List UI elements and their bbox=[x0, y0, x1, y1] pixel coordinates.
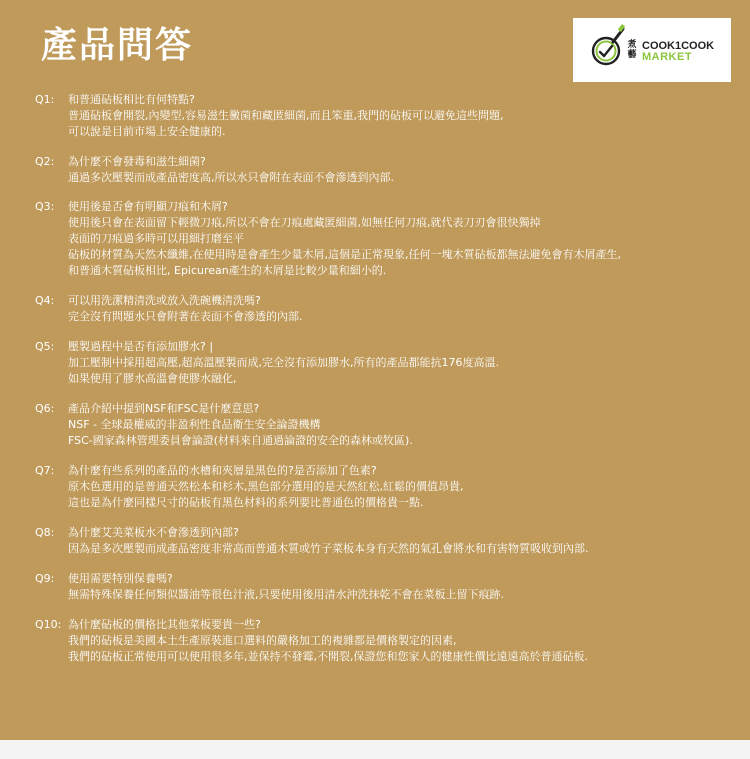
answer-line: 可以說是目前市場上安全健康的. bbox=[68, 125, 226, 138]
answer-line: 因為是多次壓製而成產品密度非常高而普通木質或竹子菜板本身有天然的氣孔會將水和有害物質吸收到內部. bbox=[68, 542, 589, 555]
faq-item-7 bbox=[35, 463, 740, 511]
question-label: Q1: bbox=[35, 93, 55, 106]
question-label: Q8: bbox=[35, 526, 55, 539]
question-label: Q3: bbox=[35, 200, 55, 213]
faq-item-5 bbox=[35, 339, 740, 387]
faq-item-8 bbox=[35, 525, 740, 557]
question-text: 壓製過程中是否有添加膠水? | bbox=[68, 340, 214, 353]
answer-line: 普通砧板會開裂,內變型,容易滋生黴菌和藏匿細菌,而且笨重,我門的砧板可以避免這些問題, bbox=[68, 109, 504, 122]
question-label: Q7: bbox=[35, 464, 55, 477]
answer-line: NSF - 全球最權威的非盈利性食品衛生安全論證機構 bbox=[68, 418, 321, 431]
question-text: 和普通砧板相比有何特點? bbox=[68, 93, 195, 106]
question-text: 為什麼砧板的價格比其他菜板要貴一些? bbox=[68, 618, 261, 631]
answer-line: 如果使用了膠水高溫會使膠水融化, bbox=[68, 372, 237, 385]
question-text: 產品介紹中提到NSF和FSC是什麼意思? bbox=[68, 402, 260, 415]
question-label: Q5: bbox=[35, 340, 55, 353]
answer-line: 無需特殊保養任何類似醬油等很色汁液,只要使用後用清水沖洗抹乾不會在菜板上留下痕跡. bbox=[68, 588, 504, 601]
cooking-pan-icon bbox=[573, 18, 633, 82]
brand-logo[interactable] bbox=[573, 18, 731, 82]
answer-line: 使用後只會在表面留下輕微刀痕,所以不會在刀痕處藏匿細菌,如無任何刀痕,就代表刀刃會很快獨掉 bbox=[68, 216, 541, 229]
question-text: 使用後是否會有明顯刀痕和木屑? bbox=[68, 200, 228, 213]
answer-line: 這也是為什麼同樣尺寸的砧板有黑色材料的系列要比普通色的價格貴一點. bbox=[68, 496, 424, 509]
logo-brand-subtitle: MARKET bbox=[642, 51, 693, 63]
answer-line: FSC-國家森林管理委員會論證(材料來自通過論證的安全的森林或牧區). bbox=[68, 434, 413, 447]
faq-item-2 bbox=[35, 154, 740, 186]
answer-line: 加工壓制中採用超高壓,超高溫壓製而成,完全沒有添加膠水,所有的產品都能抗176度高溫. bbox=[68, 356, 499, 369]
faq-item-9 bbox=[35, 571, 740, 603]
answer-line: 我們的砧板正常使用可以使用很多年,並保持不發霉,不開裂,保證您和您家人的健康性價比遠遠高於普通砧板. bbox=[68, 650, 588, 663]
question-text: 為什麼艾美菜板水不會滲透到內部? bbox=[68, 526, 239, 539]
answer-line: 完全沒有問題水只會附著在表面不會滲透的內部. bbox=[68, 310, 303, 323]
question-text: 使用需要特別保養嗎? bbox=[68, 572, 173, 585]
answer-line: 原木色選用的是普通天然松本和杉木,黑色部分選用的是天然紅松,紅鬆的價值昂貴, bbox=[68, 480, 464, 493]
faq-item-6 bbox=[35, 401, 740, 449]
faq-item-10 bbox=[35, 617, 740, 665]
question-label: Q6: bbox=[35, 402, 55, 415]
question-label: Q10: bbox=[35, 618, 62, 631]
faq-item-4 bbox=[35, 293, 740, 325]
faq-item-1 bbox=[35, 92, 740, 140]
logo-chinese-text: 煮藝 bbox=[627, 40, 637, 60]
question-text: 為什麼有些系列的產品的水槽和夾層是黑色的?是否添加了色素? bbox=[68, 464, 377, 477]
logo-brand-name: COOK1COOK bbox=[642, 40, 715, 52]
answer-line: 表面的刀痕過多時可以用細打磨至平 bbox=[68, 232, 244, 245]
question-label: Q9: bbox=[35, 572, 55, 585]
question-label: Q2: bbox=[35, 155, 55, 168]
answer-line: 砧板的材質為天然木纖維,在使用時是會產生少量木屑,這個是正常現象,任何一塊木質砧板都無法避免會有木屑產生, bbox=[68, 248, 621, 261]
answer-line: 通過多次壓製而成產品密度高,所以水只會附在表面不會滲透到內部. bbox=[68, 171, 394, 184]
question-text: 可以用洗潔精清洗或放入洗碗機清洗嗎? bbox=[68, 294, 261, 307]
question-text: 為什麼不會發毒和滋生細菌? bbox=[68, 155, 206, 168]
answer-line: 和普通木質砧板相比, Epicurean產生的木屑是比較少量和細小的. bbox=[68, 264, 387, 277]
answer-line: 我們的砧板是美國本土生產原裝進口選料的嚴格加工的複雜都是價格製定的因素, bbox=[68, 634, 457, 647]
faq-item-3 bbox=[35, 199, 740, 279]
question-label: Q4: bbox=[35, 294, 55, 307]
page-title: 產品問答 bbox=[41, 25, 194, 66]
